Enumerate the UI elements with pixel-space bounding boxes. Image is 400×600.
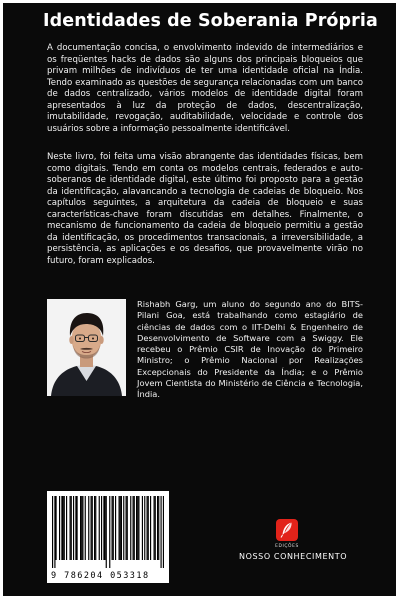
synopsis-paragraph-2: Neste livro, foi feita uma visão abrangente das identidades físicas, bem como digitais. Tendo em conta os modelos centrais, federados e auto-soberanos de identidade digital, este último foi proposto para a gestão da identificação, alavancando a tecnologia de cadeias de bloqueio. Nos capítulos seguintes, a arquitetura da cadeia de bloqueio e suas características-chave foram discutidas em detalhes. Finalmente, o mecanismo de funcionamento da cadeia de bloqueio permitiu a gestão da identificação, os procedimentos transacionais, a irreversibilidade, a persistência, as aplicações e os desafios, que provavelmente virão no futuro, foram explicados.	[47, 152, 363, 266]
barcode-bar	[155, 496, 156, 560]
barcode-bar	[120, 496, 121, 560]
barcode-bar	[134, 496, 135, 560]
barcode-bar	[106, 496, 107, 568]
barcode-bar	[80, 496, 81, 560]
barcode-bar	[81, 496, 82, 560]
barcode-bar	[142, 496, 143, 560]
barcode-bar	[163, 496, 164, 568]
author-bio: Rishabh Garg, um aluno do segundo ano do BITS-Pilani Goa, está trabalhando como estagiário de ciências de dados com o IIT-Delhi & Engenheiro de Desenvolvimento de Software com a Swiggy. Ele recebeu o Prêmio CSIR de Inovação do Primeiro Ministro; o Prêmio Nacional por Realizações Excepcionais do Presidente da Índia; e o Prêmio Jovem Cientista do Ministério de Ciência e Tecnologia, Índia.	[137, 299, 363, 400]
barcode-bar	[158, 496, 159, 560]
synopsis-paragraph-1: A documentação concisa, o envolvimento indevido de intermediários e os freqüentes hacks de dados são alguns dos principais bloqueios que privam milhões de indivíduos de ter uma identidade oficial na Índia. Tendo examinado as questões de segurança relacionadas com um banco de dados centralizado, vários modelos de identidade digital foram apresentados à luz da proteção de dados, descentralização, imutabilidade, revogação, auditabilidade, velocidade e controle dos usuários sobre a informação pessoalmente identificável.	[47, 43, 363, 134]
barcode-bar	[109, 496, 110, 568]
barcode-bar	[95, 496, 96, 560]
barcode-bar	[92, 496, 93, 560]
barcode-bar	[115, 496, 116, 560]
barcode-bar	[52, 496, 53, 568]
barcode-bar	[56, 496, 57, 560]
isbn-number: 9 786204 053318	[51, 571, 150, 581]
barcode-bar	[64, 496, 65, 560]
barcode-bar	[157, 496, 158, 560]
barcode-bar	[130, 496, 131, 560]
barcode-bar	[148, 496, 149, 560]
book-title: Identidades de Soberania Própria	[43, 11, 378, 31]
publisher-name-line-2: NOSSO CONHECIMENTO	[239, 552, 348, 561]
author-photo	[47, 299, 126, 396]
publisher-logo	[276, 519, 298, 541]
barcode-bar	[66, 496, 67, 560]
barcode-bar	[75, 496, 76, 560]
barcode-icon	[52, 496, 164, 568]
barcode-bar	[99, 496, 100, 560]
barcode-bar	[105, 496, 106, 560]
feather-quill-icon	[276, 519, 298, 541]
book-back-cover	[3, 3, 396, 596]
barcode-bar	[103, 496, 104, 560]
barcode-bar	[82, 496, 83, 560]
barcode-bar	[137, 496, 138, 560]
barcode-bar	[88, 496, 89, 560]
publisher-name-line-1: EDIÇÕES	[275, 544, 299, 549]
barcode-bar	[144, 496, 145, 560]
barcode-bar	[147, 496, 148, 560]
barcode-bar	[127, 496, 128, 560]
barcode-bar	[61, 496, 62, 560]
barcode-bar	[138, 496, 139, 560]
barcode-bar	[119, 496, 120, 560]
barcode-bar	[71, 496, 72, 560]
barcode-bar	[59, 496, 60, 560]
publisher-block	[239, 519, 348, 561]
barcode-bar	[70, 496, 71, 560]
barcode-bar	[113, 496, 114, 560]
barcode-bar	[94, 496, 95, 560]
barcode-bar	[150, 496, 151, 560]
author-portrait-icon	[47, 299, 126, 396]
barcode-bar	[126, 496, 127, 560]
barcode-bar	[91, 496, 92, 560]
barcode-bar	[121, 496, 122, 560]
barcode-bar	[54, 496, 55, 568]
barcode-bar	[161, 496, 162, 568]
barcode-bar	[112, 496, 113, 560]
isbn-barcode	[47, 491, 169, 583]
barcode-bar	[101, 496, 102, 560]
barcode-bar	[133, 496, 134, 560]
barcode-bar	[154, 496, 155, 560]
barcode-bar	[136, 496, 137, 560]
barcode-bar	[123, 496, 124, 560]
barcode-bar	[73, 496, 74, 560]
barcode-bar	[85, 496, 86, 560]
barcode-bar	[77, 496, 78, 560]
barcode-bar	[63, 496, 64, 560]
